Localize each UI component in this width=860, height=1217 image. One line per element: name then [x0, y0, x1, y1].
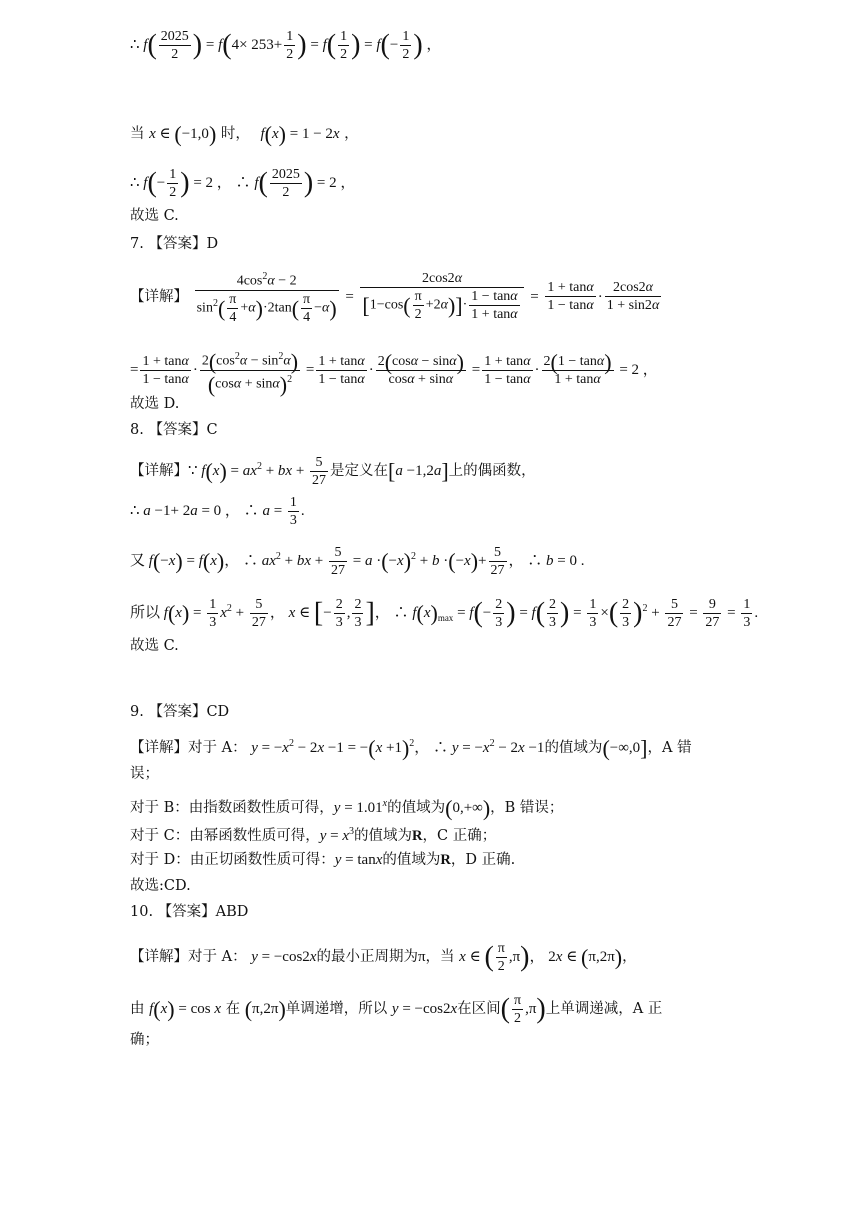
q8-detail-line1: 【详解】∵ $f(x) = ax^2$ + bx + $\frac{5}{27}$ 是定义在[a −1,2a]上的偶函数， [130, 455, 536, 488]
q9-detail-b: 对于 B：由指数函数性质可得，$y = 1.01^x$的值域为(0,+∞)，B 错误； [130, 795, 564, 821]
choice-cd-line: 故选:CD. [130, 878, 191, 894]
q10-detail-a-cont: 由 f(x) = cos x 在 (π,2π)单调递增，所以 y = −cos2x在区间( $\frac{\pi}{2}$ ,π)上单调递减，A 正 [130, 993, 663, 1026]
line-interval-condition: 当 x ∈ (−1,0) 时， f(x) = 1 − 2x ， [130, 121, 359, 147]
q9-detail-a-cont: 误； [130, 766, 159, 782]
q8-detail-line3: 又 f(−x) = f(x)， ∴ $ax^2$ + bx + $\frac{5}{27}$ = $a \cdot(-x)^2 + b \cdot(-x)+$ $\frac{5}{27}$ ， ∴ b = 0 . [130, 545, 585, 578]
q9-detail-c: 对于 C：由幂函数性质可得，$y = x^3$的值域为R，C 正确； [130, 826, 497, 844]
answer-10: 10. 【答案】ABD [130, 904, 249, 920]
choice-c-line-2: 故选 C. [130, 638, 179, 654]
q9-detail-d: 对于 D：由正切函数性质可得：y = tanx的值域为R，D 正确. [130, 852, 516, 868]
answer-7: 7. 【答案】D [130, 236, 219, 252]
q8-detail-line2: ∴ a −1+ 2a = 0 ， ∴ a = $\frac{1}{3}$ . [130, 495, 305, 528]
answer-9: 9. 【答案】CD [130, 704, 230, 720]
q10-detail-a-end: 确； [130, 1032, 159, 1048]
answer-8: 8. 【答案】C [130, 422, 218, 438]
q10-detail-a: 【详解】对于 A： y = −cos2x的最小正周期为π，当 x ∈ ( $\frac{\pi}{2}$ ,π)， 2x ∈ (π,2π)， [130, 941, 637, 974]
line-f-values: ∴ f(− $\frac{1}{2}$ ) = 2 ， ∴ f( $\frac{2025}{2}$ ) = 2 ， [130, 167, 356, 200]
q8-detail-line4: 所以 f(x) = $\frac{1}{3}$ $x^2$ + $\frac{5}{27}$ ， x ∈ [− $\frac{2}{3}$ , $\frac{2}{3}$ ]， ∴ $f(x)_{max} = f(-$ $\frac{2}{3}$ ) = f( $\frac{2}{3}$ ) = $\frac{1}{3}$ ×( $\frac{2}{3}$ )$^2$ + $\frac{5}{27}$ = $\frac{9}{27}$ = $\frac{1}{3}$ . [130, 597, 759, 630]
choice-c-line: 故选 C. [130, 208, 179, 224]
q7-detail-line1: 【详解】 $4\cos^2\alpha - 2$ $\sin^2$( $\frac{\pi}{4}$ +α)·2tan( $\frac{\pi}{4}$ −α) = 2cos2α [1−cos( $\frac{\pi}{2}$ +2α)]· $\frac{1 - \tan\alpha}{1 + \tan\alpha}$ = $\frac{1 + \tan\alpha}{1 - \tan\alpha}$ · $\frac{2\cos 2\alpha}{1 + \sin 2\alpha}$ [130, 268, 663, 326]
q9-detail-a: 【详解】对于 A： $y = -x^2 - 2x -1 = -(x +1)^2$， ∴ $y = -x^2 - 2x -1$的值域为(−∞,0]，A 错 [130, 735, 692, 761]
choice-d-line: 故选 D. [130, 396, 180, 412]
line-f-2025-reduction: ∴ f( $\frac{2025}{2}$ ) = f(4× 253+ $\frac{1}{2}$ ) = f( $\frac{1}{2}$ ) = f(− $\frac{1}{2}$ ) ， [130, 29, 442, 62]
q7-detail-line2: = $\frac{1 + \tan\alpha}{1 - \tan\alpha}$ · $\frac{2(\cos^2\alpha - \sin^2\alpha)}{(\cos\alpha + \sin\alpha)^2}$ = $\frac{1 + \tan\alpha}{1 - \tan\alpha}$ · $\frac{2(\cos\alpha - \sin\alpha)}{\cos\alpha + \sin\alpha}$ = $\frac{1 + \tan\alpha}{1 - \tan\alpha}$ · $\frac{2(1 - \tan\alpha)}{1 + \tan\alpha}$ = 2 ， [130, 348, 658, 397]
